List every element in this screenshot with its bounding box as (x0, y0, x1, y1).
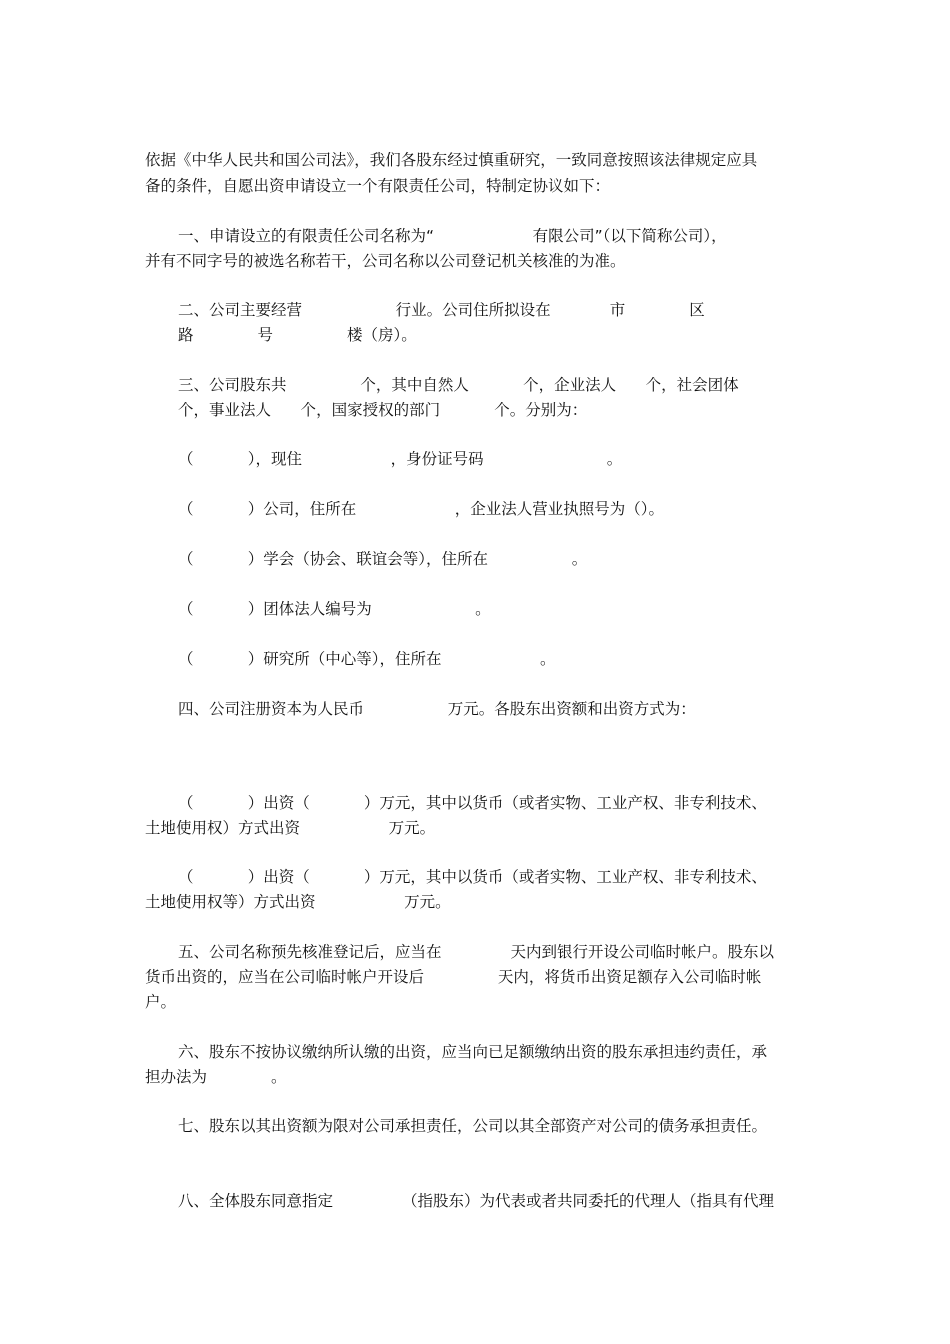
article-3-line-2: 个，事业法人 个，国家授权的部门 个。分别为： (178, 401, 588, 419)
article-4-line-1: 四、公司注册资本为人民币 万元。各股东出资额和出资方式为： (178, 700, 696, 718)
article-5-line-1: 五、公司名称预先核准登记后，应当在 天内到银行开设公司临时帐户。股东以 (178, 943, 774, 961)
article-6-line-2: 担办法为 。 (145, 1068, 287, 1086)
article-6-line-1: 六、股东不按协议缴纳所认缴的出资，应当向已足额缴纳出资的股东承担违约责任，承 (178, 1043, 768, 1061)
contribution-2-line-1: （ ）出资（ ）万元，其中以货币（或者实物、工业产权、非专利技术、 (178, 868, 767, 886)
contribution-2-line-2: 土地使用权等）方式出资 万元。 (145, 893, 451, 911)
intro-line-2: 备的条件，自愿出资申请设立一个有限责任公司，特制定协议如下： (145, 177, 611, 195)
contribution-1-line-1: （ ）出资（ ）万元，其中以货币（或者实物、工业产权、非专利技术、 (178, 794, 767, 812)
article-3-line-1: 三、公司股东共 个，其中自然人 个，企业法人 个，社会团体 (178, 376, 739, 394)
shareholder-group: （ ）团体法人编号为 。 (178, 600, 491, 618)
shareholder-institute: （ ）研究所（中心等），住所在 。 (178, 650, 556, 668)
shareholder-company: （ ）公司，住所在 ，企业法人营业执照号为（）。 (178, 500, 664, 518)
article-8-line-1: 八、全体股东同意指定 （指股东）为代表或者共同委托的代理人（指具有代理 (178, 1192, 774, 1210)
shareholder-natural-person: （ ），现住 ，身份证号码 。 (178, 450, 623, 468)
article-2-line-1: 二、公司主要经营 行业。公司住所拟设在 市 区 (178, 301, 705, 319)
article-1-line-2: 并有不同字号的被选名称若干，公司名称以公司登记机关核准的为准。 (145, 252, 626, 270)
contribution-1-line-2: 土地使用权）方式出资 万元。 (145, 819, 436, 837)
article-2-line-2: 路 号 楼（房）。 (178, 326, 417, 344)
shareholder-society: （ ）学会（协会、联谊会等），住所在 。 (178, 550, 588, 568)
article-7-line-1: 七、股东以其出资额为限对公司承担责任，公司以其全部资产对公司的债务承担责任。 (178, 1117, 768, 1135)
article-5-line-3: 户。 (145, 993, 177, 1011)
article-5-line-2: 货币出资的，应当在公司临时帐户开设后 天内，将货币出资足额存入公司临时帐 (145, 968, 762, 986)
intro-line-1: 依据《中华人民共和国公司法》，我们各股东经过慎重研究，一致同意按照该法律规定应具 (145, 151, 758, 169)
article-1-line-1: 一、申请设立的有限责任公司名称为“ 有限公司”（以下简称公司）， (178, 227, 727, 245)
